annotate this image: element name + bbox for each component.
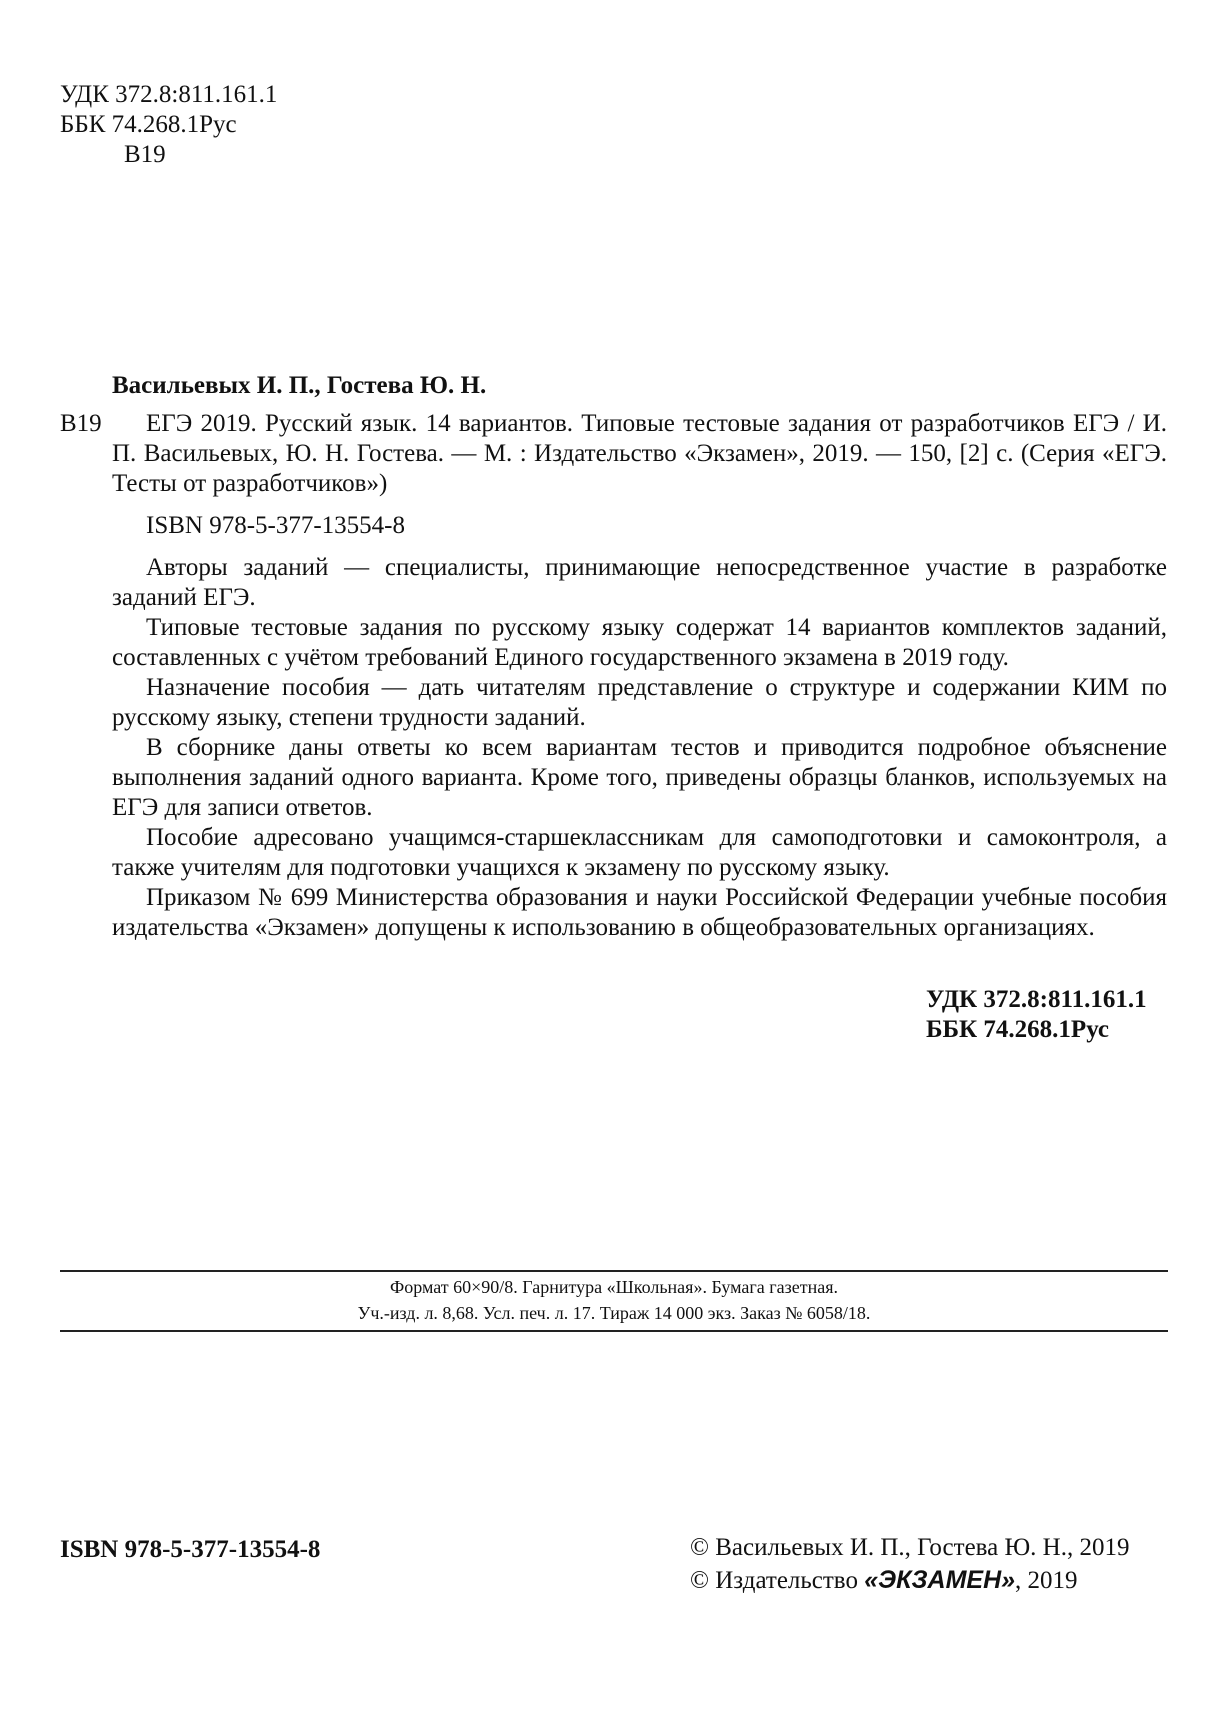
copyright-authors: © Васильевых И. П., Гостева Ю. Н., 2019: [690, 1534, 1130, 1561]
publisher-brand: «ЭКЗАМЕН»: [864, 1566, 1016, 1594]
classification-header: [60, 80, 277, 170]
annotation-paragraph: Назначение пособия — дать читателям представление о структуре и содержании КИМ по русскому языку, степени трудности заданий.: [112, 674, 1167, 731]
annotation-paragraph: Приказом № 699 Министерства образования и науки Российской Федерации учебные пособия издательства «Экзамен» допущены к использованию в общеобразовательных организациях.: [112, 884, 1167, 941]
imprint-print-line: Уч.-изд. л. 8,68. Усл. печ. л. 17. Тираж 14 000 экз. Заказ № 6058/18.: [357, 1303, 871, 1323]
record-udk: УДК 372.8:811.161.1: [926, 986, 1147, 1013]
imprint-bottom-rule: [60, 1330, 1168, 1332]
record-bbk: ББК 74.268.1Рус: [926, 1016, 1110, 1043]
annotation-paragraph: Типовые тестовые задания по русскому языку содержат 14 вариантов комплектов заданий, составленных с учётом требований Единого государственного экзамена в 2019 году.: [112, 614, 1167, 671]
copyright-publisher-year: , 2019: [1015, 1567, 1078, 1594]
authors-heading: Васильевых И. П., Гостева Ю. Н.: [112, 372, 487, 399]
annotation-paragraph: Авторы заданий — специалисты, принимающие непосредственное участие в разработке заданий ЕГЭ.: [112, 554, 1167, 611]
bibliographic-record: [112, 409, 1167, 943]
annotation-paragraph: Пособие адресовано учащимся-старшеклассникам для самоподготовки и самоконтроля, а также учителям для подготовки учащихся к экзамену по русскому языку.: [112, 824, 1167, 881]
udk-code: УДК 372.8:811.161.1: [60, 81, 278, 108]
record-isbn: ISBN 978-5-377-13554-8: [146, 512, 406, 539]
imprint-format-line: Формат 60×90/8. Гарнитура «Школьная». Бумага газетная.: [390, 1277, 838, 1297]
author-mark: В19: [124, 141, 166, 168]
bbk-code: ББК 74.268.1Рус: [60, 111, 237, 138]
copyright-publisher-prefix: © Издательство: [690, 1567, 865, 1594]
imprint-top-rule: [60, 1270, 1168, 1272]
annotation-paragraph: В сборнике даны ответы ко всем вариантам тестов и приводится подробное объяснение выполнения заданий одного варианта. Кроме того, приведены образцы бланков, используемых на ЕГЭ для записи ответов.: [112, 734, 1167, 821]
bibliographic-description: ЕГЭ 2019. Русский язык. 14 вариантов. Типовые тестовые задания от разработчиков ЕГЭ / И. П. Васильевых, Ю. Н. Гостева. — М. : Издательство «Экзамен», 2019. — 150, [2] с. (Серия «ЕГЭ. Тесты от разработчиков»): [112, 410, 1167, 497]
copyright-block: [690, 1532, 1130, 1597]
record-author-mark: В19: [60, 410, 102, 437]
copyright-publisher: [690, 1564, 1130, 1597]
footer-isbn: ISBN 978-5-377-13554-8: [60, 1536, 321, 1563]
record-classification: [926, 985, 1162, 1045]
imprint-block: [60, 1274, 1168, 1326]
